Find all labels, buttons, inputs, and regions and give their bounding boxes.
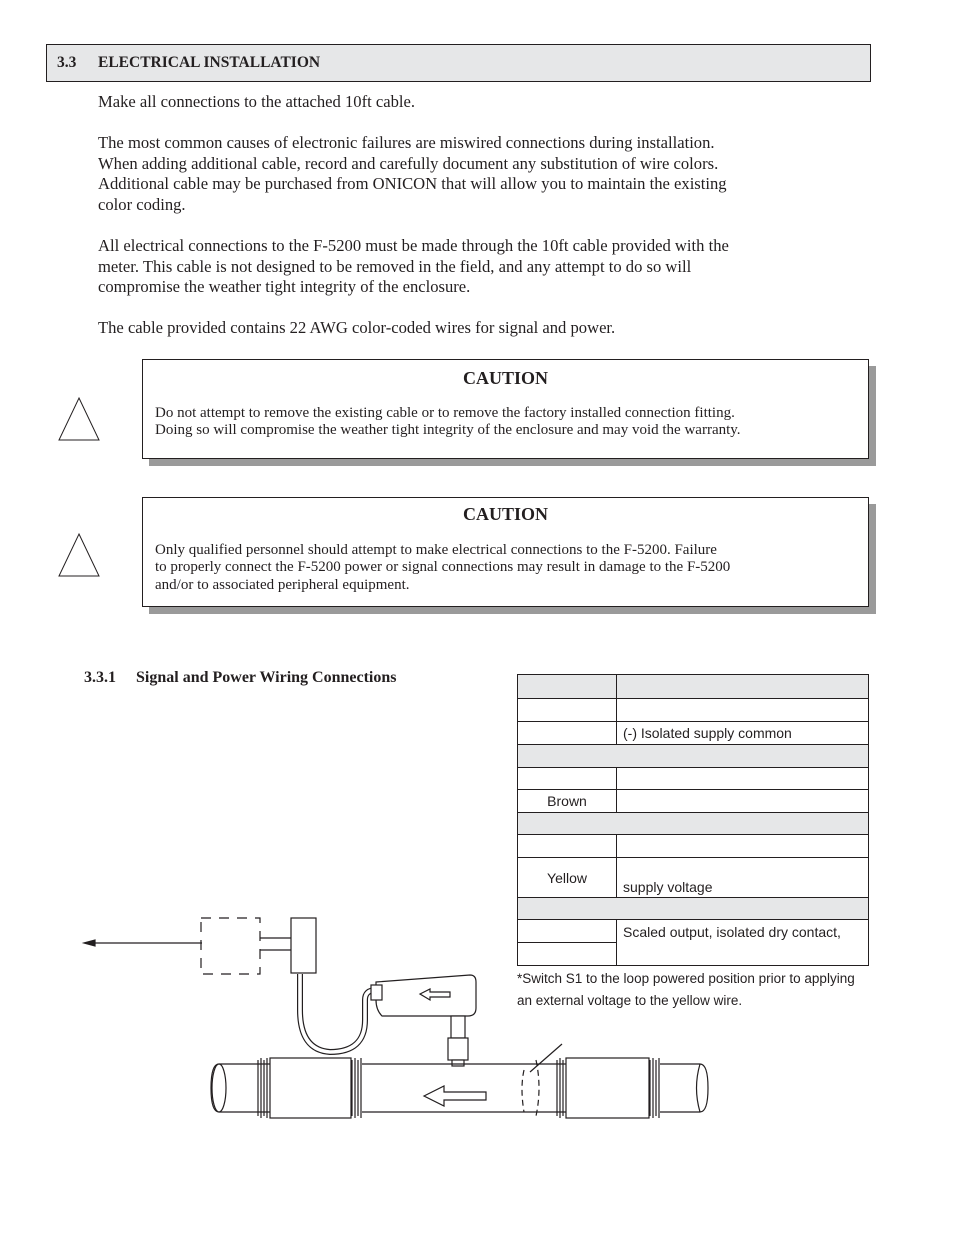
subsection-title: Signal and Power Wiring Connections xyxy=(136,669,397,686)
insertion-mark xyxy=(522,1060,539,1116)
table-footnote: *Switch S1 to the loop powered position prior to applying an external voltage to the yellow wire. xyxy=(517,971,855,1008)
paragraph-cable-connections: Make all connections to the attached 10ft cable. xyxy=(98,92,415,111)
caution-body: Only qualified personnel should attempt to make electrical connections to the F-5200. Failure to properly connect the F-5200 power or signal connections may result in damage to the F-5200 and/or to associated peripheral equipment. xyxy=(155,542,731,593)
subsection-number: 3.3.1 xyxy=(84,669,116,686)
flow-direction-arrow xyxy=(424,1086,486,1106)
caution-body: Do not attempt to remove the existing cable or to remove the factory installed connection fitting. Doing so will compromise the weather tight integrity of the enclosure and may void the warranty. xyxy=(155,405,741,439)
signal-arrow-head xyxy=(84,940,95,946)
pipe-right xyxy=(660,1064,708,1112)
paragraph-miswiring: The most common causes of electronic failures are miswired connections during installation. When adding additional cable, record and carefully document any substitution of wire colors. Additional cable may be purchased from ONICON that will allow you to maintain the existing color coding. xyxy=(98,133,727,214)
conduit-fitting xyxy=(291,918,316,973)
caution-heading: CAUTION xyxy=(462,504,548,524)
paragraph-awg: The cable provided contains 22 AWG color-coded wires for signal and power. xyxy=(98,318,616,337)
pipe-threads-inner-left xyxy=(352,1058,361,1118)
pipe-threads-inner-right xyxy=(557,1058,563,1118)
pipe-coupling-right xyxy=(566,1058,649,1118)
table-cell: Scaled output, isolated dry contact, xyxy=(617,920,869,966)
caution-heading: CAUTION xyxy=(462,368,548,388)
table-cell: supply voltage xyxy=(617,858,869,898)
table-cell: Brown xyxy=(518,790,617,813)
paragraph-cable-provided: All electrical connections to the F-5200 must be made through the 10ft cable provided with the meter. This cable is not designed to be removed in the field, and any attempt to do so will compromise the weather tight integrity of the enclosure. xyxy=(98,236,729,297)
section-title: ELECTRICAL INSTALLATION xyxy=(98,54,321,71)
pipe-coupling-left xyxy=(270,1058,351,1118)
table-cell: Yellow xyxy=(518,858,617,898)
section-number: 3.3 xyxy=(57,54,77,71)
table-cell: (-) Isolated supply common xyxy=(617,722,869,745)
pipe-threads-right xyxy=(650,1058,659,1118)
pipe-threads-left xyxy=(258,1058,267,1118)
junction-box xyxy=(201,918,260,974)
probe-fitting xyxy=(451,1016,465,1038)
